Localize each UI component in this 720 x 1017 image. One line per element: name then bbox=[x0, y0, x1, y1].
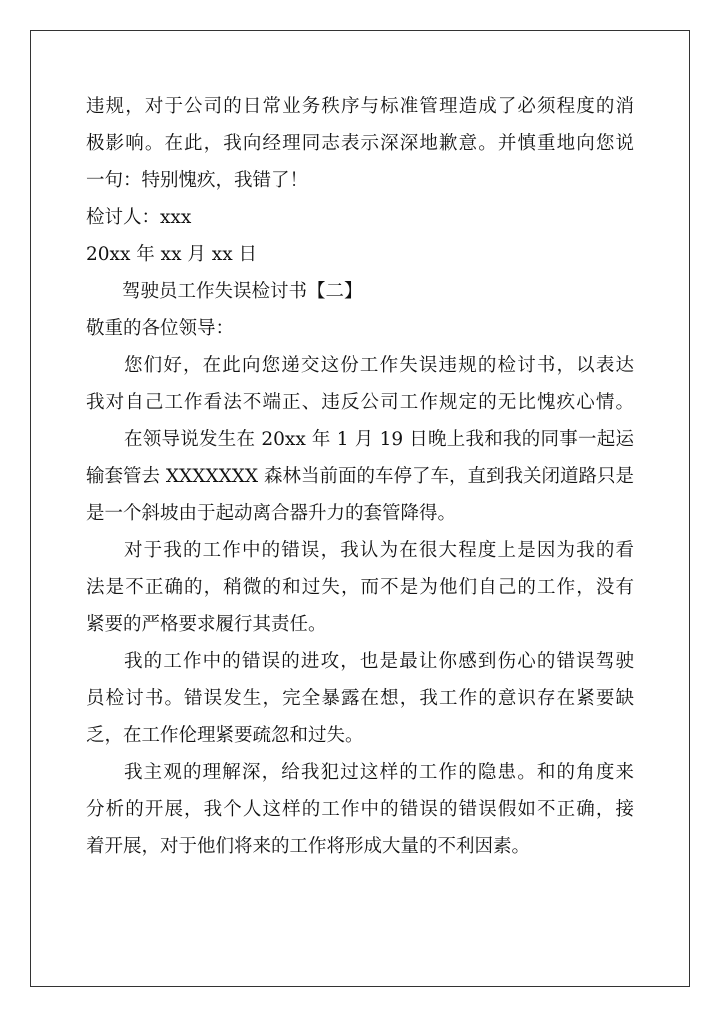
salutation: 敬重的各位领导： bbox=[86, 318, 235, 339]
paragraph-line: 着开展，对于他们将来的工作将形成大量的不利因素。 bbox=[86, 836, 531, 857]
paragraph-line: 在领导说发生在 20xx 年 1 月 19 日晚上我和我的同事一起运 bbox=[124, 429, 634, 450]
document-body bbox=[86, 88, 634, 865]
paragraph-line: 分析的开展，我个人这样的工作中的错误的错误假如不正确，接 bbox=[86, 799, 634, 820]
date-line: 20xx 年 xx 月 xx 日 bbox=[86, 244, 258, 265]
paragraph-line: 对于我的工作中的错误，我认为在很大程度上是因为我的看 bbox=[124, 540, 634, 561]
paragraph-line: 法是不正确的，稍微的和过失，而不是为他们自己的工作，没有 bbox=[86, 577, 634, 598]
paragraph-line: 是一个斜坡由于起动离合器升力的套管降得。 bbox=[86, 503, 457, 524]
paragraph-line: 极影响。在此，我向经理同志表示深深地歉意。并慎重地向您说 bbox=[86, 133, 634, 154]
section-title: 驾驶员工作失误检讨书【二】 bbox=[122, 281, 363, 302]
paragraph-line: 我的工作中的错误的进攻，也是最让你感到伤心的错误驾驶 bbox=[124, 651, 634, 672]
signature-line: 检讨人：xxx bbox=[86, 207, 192, 228]
paragraph-line: 违规，对于公司的日常业务秩序与标准管理造成了必须程度的消 bbox=[86, 96, 634, 117]
paragraph-line: 您们好，在此向您递交这份工作失误违规的检讨书，以表达 bbox=[124, 355, 634, 376]
paragraph-line: 一句：特别愧疚，我错了！ bbox=[86, 170, 309, 191]
paragraph-line: 输套管去 XXXXXXX 森林当前面的车停了车，直到我关闭道路只是 bbox=[86, 466, 634, 487]
paragraph-line: 乏，在工作伦理紧要疏忽和过失。 bbox=[86, 725, 364, 746]
paragraph-line: 我主观的理解深，给我犯过这样的工作的隐患。和的角度来 bbox=[124, 762, 634, 783]
paragraph-line: 紧要的严格要求履行其责任。 bbox=[86, 614, 327, 635]
paragraph-line: 我对自己工作看法不端正、违反公司工作规定的无比愧疚心情。 bbox=[86, 392, 634, 413]
paragraph-line: 员检讨书。错误发生，完全暴露在想，我工作的意识存在紧要缺 bbox=[86, 688, 634, 709]
